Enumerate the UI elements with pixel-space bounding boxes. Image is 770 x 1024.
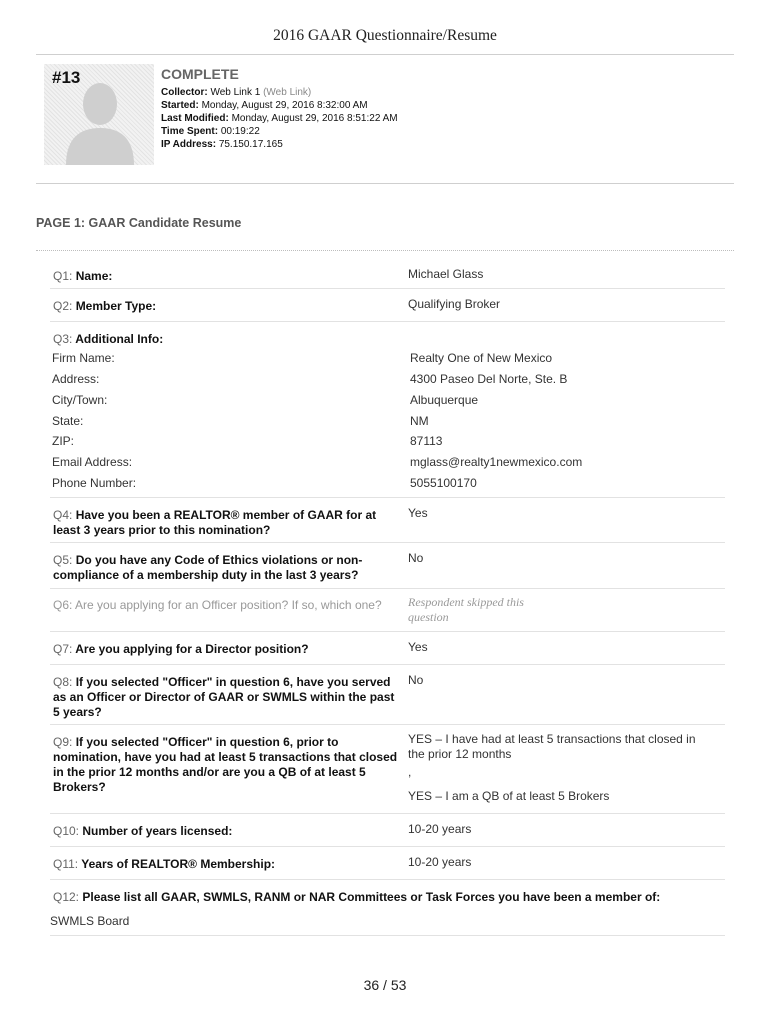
field-value-zip: 87113 xyxy=(410,434,443,448)
field-label-state: State: xyxy=(52,414,84,428)
field-value-address: 4300 Paseo Del Norte, Ste. B xyxy=(410,372,568,386)
answer-6-skipped: Respondent skipped this question xyxy=(408,595,524,624)
page-title: PAGE 1: GAAR Candidate Resume xyxy=(36,216,242,230)
response-number: #13 xyxy=(52,68,81,87)
meta-collector: Collector: Web Link 1 (Web Link) xyxy=(161,87,312,98)
field-label-city: City/Town: xyxy=(52,393,108,407)
question-8: Q8: If you selected "Officer" in question 6, have you served as an Officer or Director of GAAR or SWMLS within the past 5 years? xyxy=(53,675,395,719)
divider xyxy=(50,813,725,814)
meta-time-spent: Time Spent: 00:19:22 xyxy=(161,126,260,137)
divider xyxy=(50,935,725,936)
question-11: Q11: Years of REALTOR® Membership: xyxy=(53,857,276,871)
question-9: Q9: If you selected "Officer" in question 6, prior to nomination, have you had at least 5 transactions that closed in the prior 12 months and/or are you a QB of at least 5 Brokers? xyxy=(53,735,398,794)
field-label-zip: ZIP: xyxy=(52,434,75,448)
field-value-city: Albuquerque xyxy=(410,393,479,407)
answer-4: Yes xyxy=(408,506,428,520)
question-12: Q12: Please list all GAAR, SWMLS, RANM or NAR Committees or Task Forces you have been a member of: xyxy=(53,890,661,904)
divider xyxy=(50,321,725,322)
question-6: Q6: Are you applying for an Officer position? If so, which one? xyxy=(53,598,382,612)
answer-9-line-2: YES – I am a QB of at least 5 Brokers xyxy=(408,789,610,803)
question-2: Q2: Member Type: xyxy=(53,299,157,313)
divider xyxy=(50,879,725,880)
question-7: Q7: Are you applying for a Director position? xyxy=(53,642,309,656)
meta-last-modified: Last Modified: Monday, August 29, 2016 8:51:22 AM xyxy=(161,113,398,124)
meta-started: Started: Monday, August 29, 2016 8:32:00 AM xyxy=(161,100,368,111)
page-number: 36 / 53 xyxy=(363,977,407,993)
answer-5: No xyxy=(408,551,424,565)
answer-2: Qualifying Broker xyxy=(408,297,501,311)
field-label-address: Address: xyxy=(52,372,100,386)
question-10: Q10: Number of years licensed: xyxy=(53,824,233,838)
answer-1: Michael Glass xyxy=(408,267,484,281)
answer-10: 10-20 years xyxy=(408,822,472,836)
question-1: Q1: Name: xyxy=(53,269,113,283)
divider xyxy=(50,846,725,847)
divider xyxy=(50,288,725,289)
divider xyxy=(36,54,734,55)
field-value-email: mglass@realty1newmexico.com xyxy=(410,455,583,469)
answer-9-separator: , xyxy=(408,765,412,779)
field-value-firm-name: Realty One of New Mexico xyxy=(410,351,553,365)
field-value-phone: 5055100170 xyxy=(410,476,477,490)
divider xyxy=(36,183,734,184)
field-value-state: NM xyxy=(410,414,429,428)
answer-11: 10-20 years xyxy=(408,855,472,869)
document-title: 2016 GAAR Questionnaire/Resume xyxy=(273,27,497,44)
divider xyxy=(50,724,725,725)
question-4: Q4: Have you been a REALTOR® member of GAAR for at least 3 years prior to this nomination? xyxy=(53,508,377,537)
field-label-firm-name: Firm Name: xyxy=(52,351,115,365)
divider xyxy=(50,664,725,665)
field-label-email: Email Address: xyxy=(52,455,133,469)
divider xyxy=(50,588,725,589)
answer-9-line-1: YES – I have had at least 5 transactions that closed in the prior 12 months xyxy=(408,732,696,761)
answer-8: No xyxy=(408,673,424,687)
question-5: Q5: Do you have any Code of Ethics violations or non-compliance of a membership duty in the last 3 years? xyxy=(53,553,363,582)
divider xyxy=(50,542,725,543)
respondent-avatar xyxy=(44,64,154,165)
divider xyxy=(36,250,734,251)
answer-7: Yes xyxy=(408,640,428,654)
question-3: Q3: Additional Info: xyxy=(53,332,164,346)
meta-ip-address: IP Address: 75.150.17.165 xyxy=(161,139,283,150)
divider xyxy=(50,497,725,498)
field-label-phone: Phone Number: xyxy=(52,476,137,490)
divider xyxy=(50,631,725,632)
answer-12: SWMLS Board xyxy=(50,914,130,928)
response-status: COMPLETE xyxy=(161,66,239,82)
